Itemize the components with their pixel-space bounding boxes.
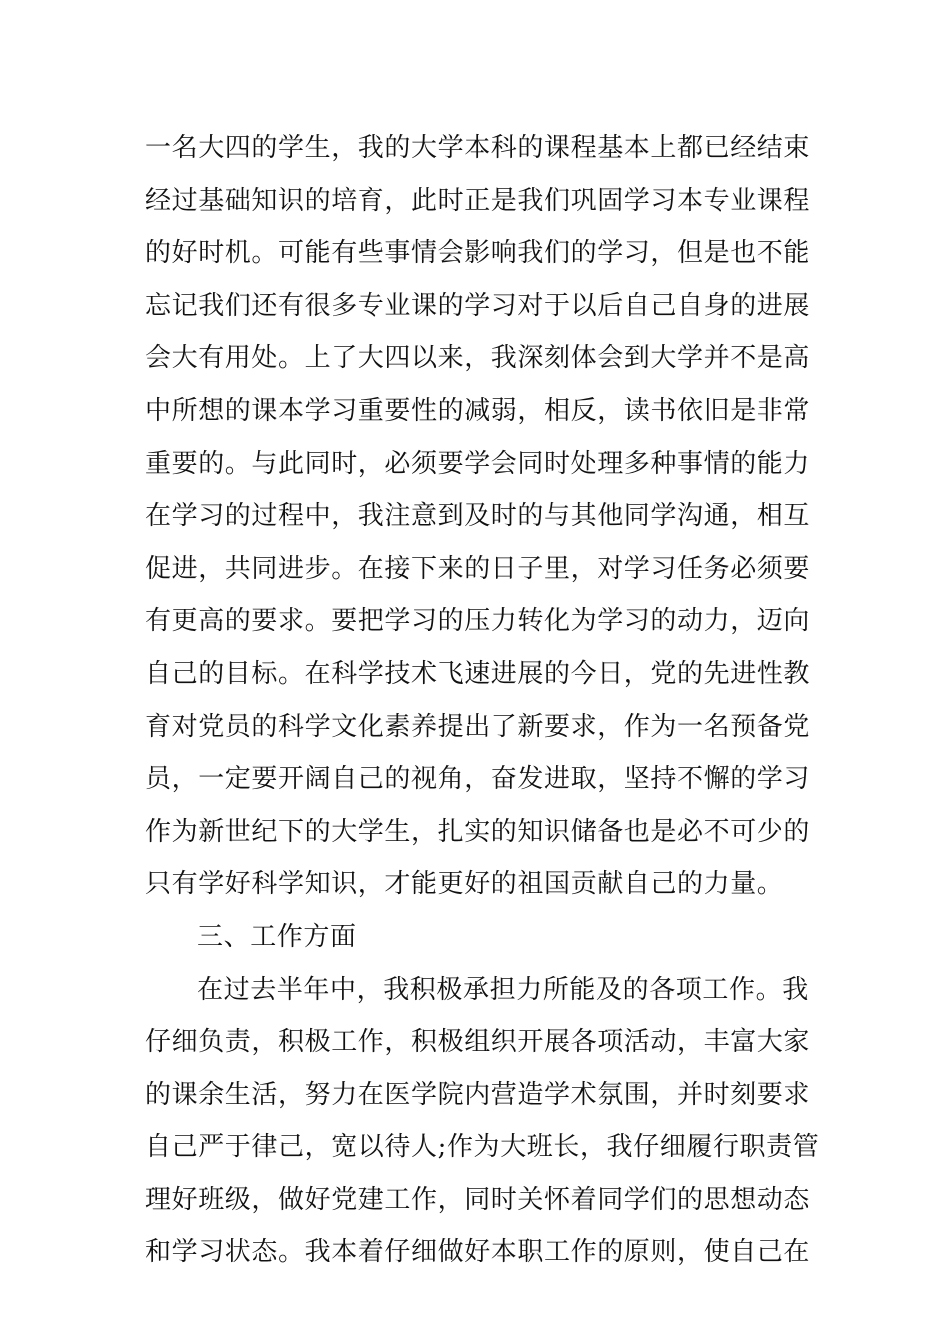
text-line: 育对党员的科学文化素养提出了新要求，作为一名预备党 — [145, 711, 811, 742]
text-line: 的课余生活，努力在医学院内营造学术氛围，并时刻要求 — [145, 1079, 811, 1110]
paragraph-first-line: 在过去半年中，我积极承担力所能及的各项工作。我 — [197, 974, 809, 1005]
document-body — [145, 122, 820, 1279]
text-line: 忘记我们还有很多专业课的学习对于以后自己自身的进展 — [145, 290, 811, 321]
text-line: 员，一定要开阔自己的视角，奋发进取，坚持不懈的学习 — [145, 764, 811, 795]
text-line: 有更高的要求。要把学习的压力转化为学习的动力，迈向 — [145, 606, 811, 637]
text-line: 只有学好科学知识，才能更好的祖国贡献自己的力量。 — [145, 869, 784, 900]
text-line: 作为新世纪下的大学生，扎实的知识储备也是必不可少的 — [145, 816, 811, 847]
text-line: 自己严于律己，宽以待人;作为大班长，我仔细履行职责管 — [145, 1132, 820, 1163]
text-line: 一名大四的学生，我的大学本科的课程基本上都已经结束 — [145, 133, 811, 163]
text-line: 的好时机。可能有些事情会影响我们的学习，但是也不能 — [145, 238, 811, 269]
text-line: 在学习的过程中，我注意到及时的与其他同学沟通，相互 — [145, 501, 811, 532]
text-line: 和学习状态。我本着仔细做好本职工作的原则，使自己在 — [145, 1237, 811, 1268]
text-line: 理好班级，做好党建工作，同时关怀着同学们的思想动态 — [145, 1184, 811, 1215]
section-heading: 三、工作方面 — [197, 921, 357, 952]
text-line: 促进，共同进步。在接下来的日子里，对学习任务必须要 — [145, 553, 811, 584]
text-line: 重要的。与此同时，必须要学会同时处理多种事情的能力 — [145, 448, 811, 479]
text-line: 自己的目标。在科学技术飞速进展的今日，党的先进性教 — [145, 658, 811, 689]
text-line: 会大有用处。上了大四以来，我深刻体会到大学并不是高 — [145, 343, 811, 374]
text-line: 经过基础知识的培育，此时正是我们巩固学习本专业课程 — [145, 185, 811, 216]
text-line: 中所想的课本学习重要性的减弱，相反，读书依旧是非常 — [145, 395, 811, 426]
text-line: 仔细负责，积极工作，积极组织开展各项活动，丰富大家 — [145, 1027, 811, 1058]
